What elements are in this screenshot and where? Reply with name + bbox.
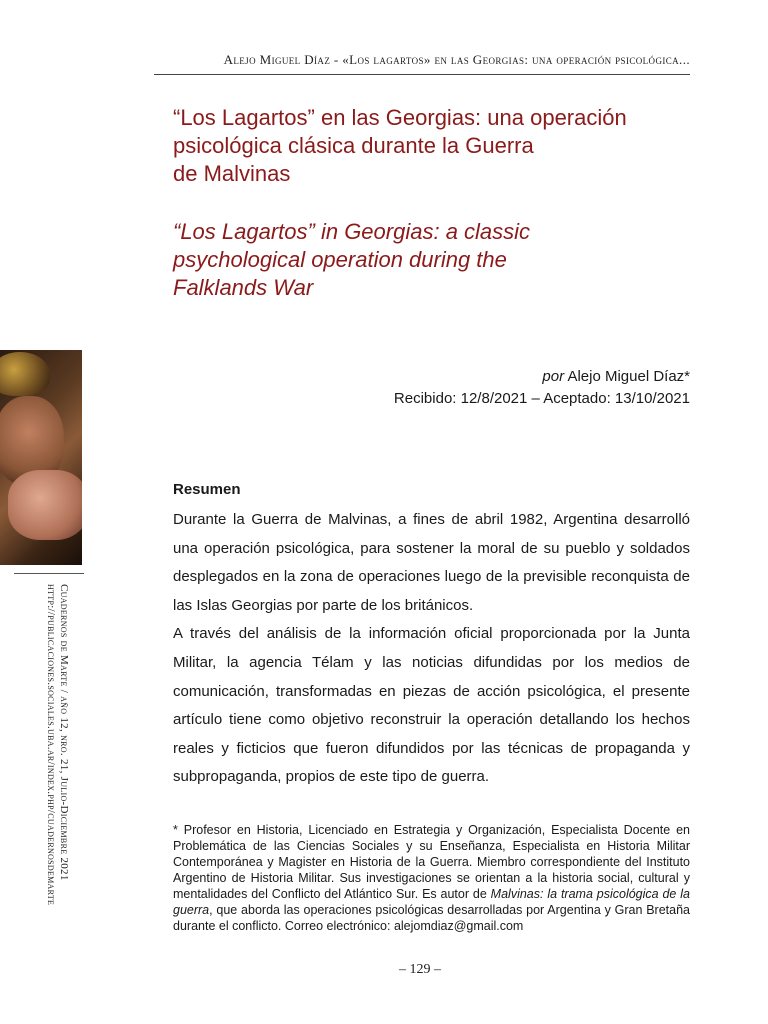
abstract-paragraph-2: A través del análisis de la información oficial proporcionada por la Junta Militar, la agencia Télam y las noticias difundidas por los medios de comunicación, transformadas en piezas de acción psicológica, el presente artículo tiene como objetivo reconstruir la operación detallando los hechos reales y ficticios que fueron difundidos por las técnicas de propaganda y subpropaganda, propios de este tipo de guerra. xyxy=(173,625,690,786)
side-journal-info: Cuadernos de Marte / año 12, nro. 21, Julio-Diciembre 2021 xyxy=(58,584,70,881)
title-spanish xyxy=(173,104,693,188)
running-header: Alejo Miguel Díaz - «Los lagartos» en las Georgias: una operación psicológica... xyxy=(223,52,690,67)
por-label: por xyxy=(542,368,565,385)
title-english-line-2: psychological operation during the xyxy=(173,247,507,272)
side-margin-citation xyxy=(44,584,70,905)
title-english-line-1: “Los Lagartos” in Georgias: a classic xyxy=(173,219,531,244)
byline xyxy=(300,366,690,410)
footnote-text-1: * Profesor en Historia, Licenciado en Estrategia y Organización, Especialista Docente en Problemática de las Ciencias Sociales y su Enseñanza, Especialista en Historia Militar Contemporánea y Magister en Historia de la Guerra. Miembro correspondiente del Instituto Argentino de Historia Militar. Sus investigaciones se orientan a la historia social, cultural y mentalidades del Conflicto del Atlántico Sur. Es autor de xyxy=(173,823,690,901)
title-english xyxy=(173,218,693,302)
painting-detail-image xyxy=(0,350,82,565)
page-number: – 129 – xyxy=(399,962,441,977)
abstract-paragraph-1: Durante la Guerra de Malvinas, a fines de abril 1982, Argentina desarrolló una operación psicológica, para sostener la moral de su pueblo y soldados desplegados en la zona de operaciones luego de la previsible reconquista de las Islas Georgias por parte de los británicos. xyxy=(173,511,690,614)
author-footnote xyxy=(173,822,690,934)
side-rule xyxy=(14,573,84,574)
header-rule xyxy=(154,74,690,75)
title-english-line-3: Falklands War xyxy=(173,275,314,300)
footnote-text-2: , que aborda las operaciones psicológicas desarrolladas por Argentina y Gran Bretaña durante el conflicto. Correo electrónico: alejomdiaz@gmail.com xyxy=(173,903,690,933)
received-accepted-dates: Recibido: 12/8/2021 – Aceptado: 13/10/2021 xyxy=(393,390,690,407)
author-line xyxy=(300,366,690,388)
arm-shape xyxy=(8,470,82,540)
abstract-body xyxy=(173,506,690,792)
helmet-shape xyxy=(0,352,50,396)
title-spanish-line-1: “Los Lagartos” en las Georgias: una operación xyxy=(173,105,627,130)
title-spanish-line-3: de Malvinas xyxy=(173,161,291,186)
title-spanish-line-2: psicológica clásica durante la Guerra xyxy=(173,133,534,158)
side-journal-url: http://publicaciones.sociales.uba.ar/index.php/cuadernosdemarte xyxy=(45,584,57,906)
author-name: Alejo Miguel Díaz* xyxy=(567,368,690,385)
footnote-book-title: Malvinas: la trama psicológica de la guerra xyxy=(173,887,690,917)
abstract-heading: Resumen xyxy=(173,481,241,498)
